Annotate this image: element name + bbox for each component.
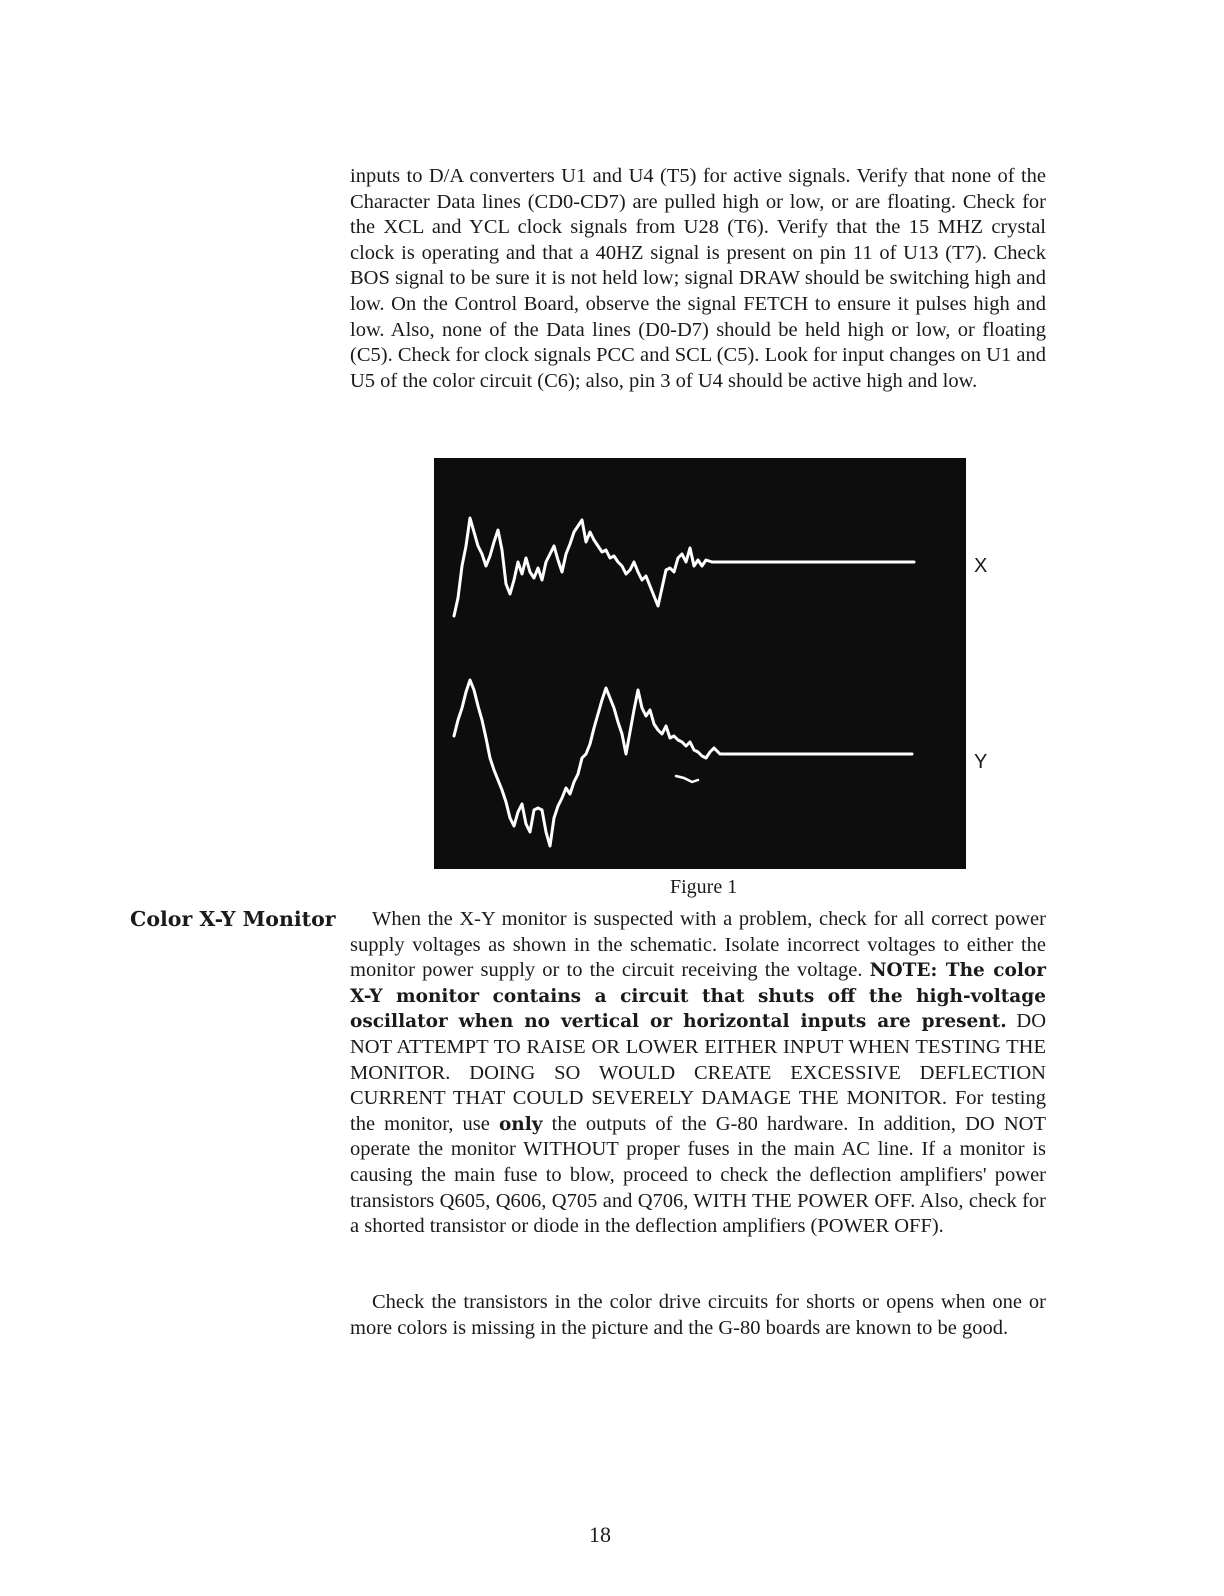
page-number: 18	[589, 1522, 611, 1547]
emphasis-only: only	[498, 1113, 543, 1135]
paragraph-text: the outputs of the G-80 hardware. In addition, DO NOT operate the monitor WITHOUT proper fuses in the main AC line. If a monitor is causing the main fuse to blow, proceed to check the deflection amplifiers' power transistors Q605, Q606, Q705 and Q706, WITH THE POWER OFF. Also, check for a shorted transistor or diode in the deflection amplifiers (POWER OFF).	[350, 1112, 1046, 1238]
oscilloscope-figure	[434, 458, 966, 869]
paragraph-text: For testing the monitor, use	[350, 1087, 1046, 1135]
warning-text: DO NOT ATTEMPT TO RAISE OR LOWER EITHER INPUT WHEN TESTING THE MONITOR. DOING SO WOULD CREATE EXCESSIVE DEFLECTION CURRENT THAT COULD SEVERELY DAMAGE THE MONITOR.	[350, 1010, 1046, 1110]
section-heading: Color X-Y Monitor	[130, 907, 336, 931]
intro-paragraph: inputs to D/A converters U1 and U4 (T5) for active signals. Verify that none of the Character Data lines (CD0-CD7) are pulled high or low, or are floating. Check for the XCL and YCL clock signals from U28 (T6). Verify that the 15 MHZ crystal clock is operating and that a 40HZ signal is present on pin 11 of U13 (T7). Check BOS signal to be sure it is not held low; signal DRAW should be switching high and low. On the Control Board, observe the signal FETCH to ensure it pulses high and low. Also, none of the Data lines (D0-D7) should be held high or low, or floating (C5). Check for clock signals PCC and SCL (C5). Look for input changes on U1 and U5 of the color circuit (C6); also, pin 3 of U4 should be active high and low.	[350, 165, 1046, 392]
figure-caption: Figure 1	[670, 876, 738, 898]
paragraph-text: When the X-Y monitor is suspected with a problem, check for all correct power supply voltages as shown in the schematic. Isolate incorrect voltages to either the monitor power supply or to the circuit receiving the voltage.	[350, 908, 1046, 982]
note-text: NOTE: The color X-Y monitor contains a circuit that shuts off the high-voltage oscillator when no vertical or horizontal inputs are present.	[350, 960, 1046, 1033]
color-drive-paragraph: Check the transistors in the color drive circuits for shorts or opens when one or more colors is missing in the picture and the G-80 boards are known to be good.	[350, 1291, 1046, 1339]
monitor-paragraph	[350, 907, 1046, 1240]
x-trace-label: X	[974, 555, 988, 577]
y-trace-label: Y	[974, 751, 988, 773]
scope-screen	[434, 458, 966, 869]
